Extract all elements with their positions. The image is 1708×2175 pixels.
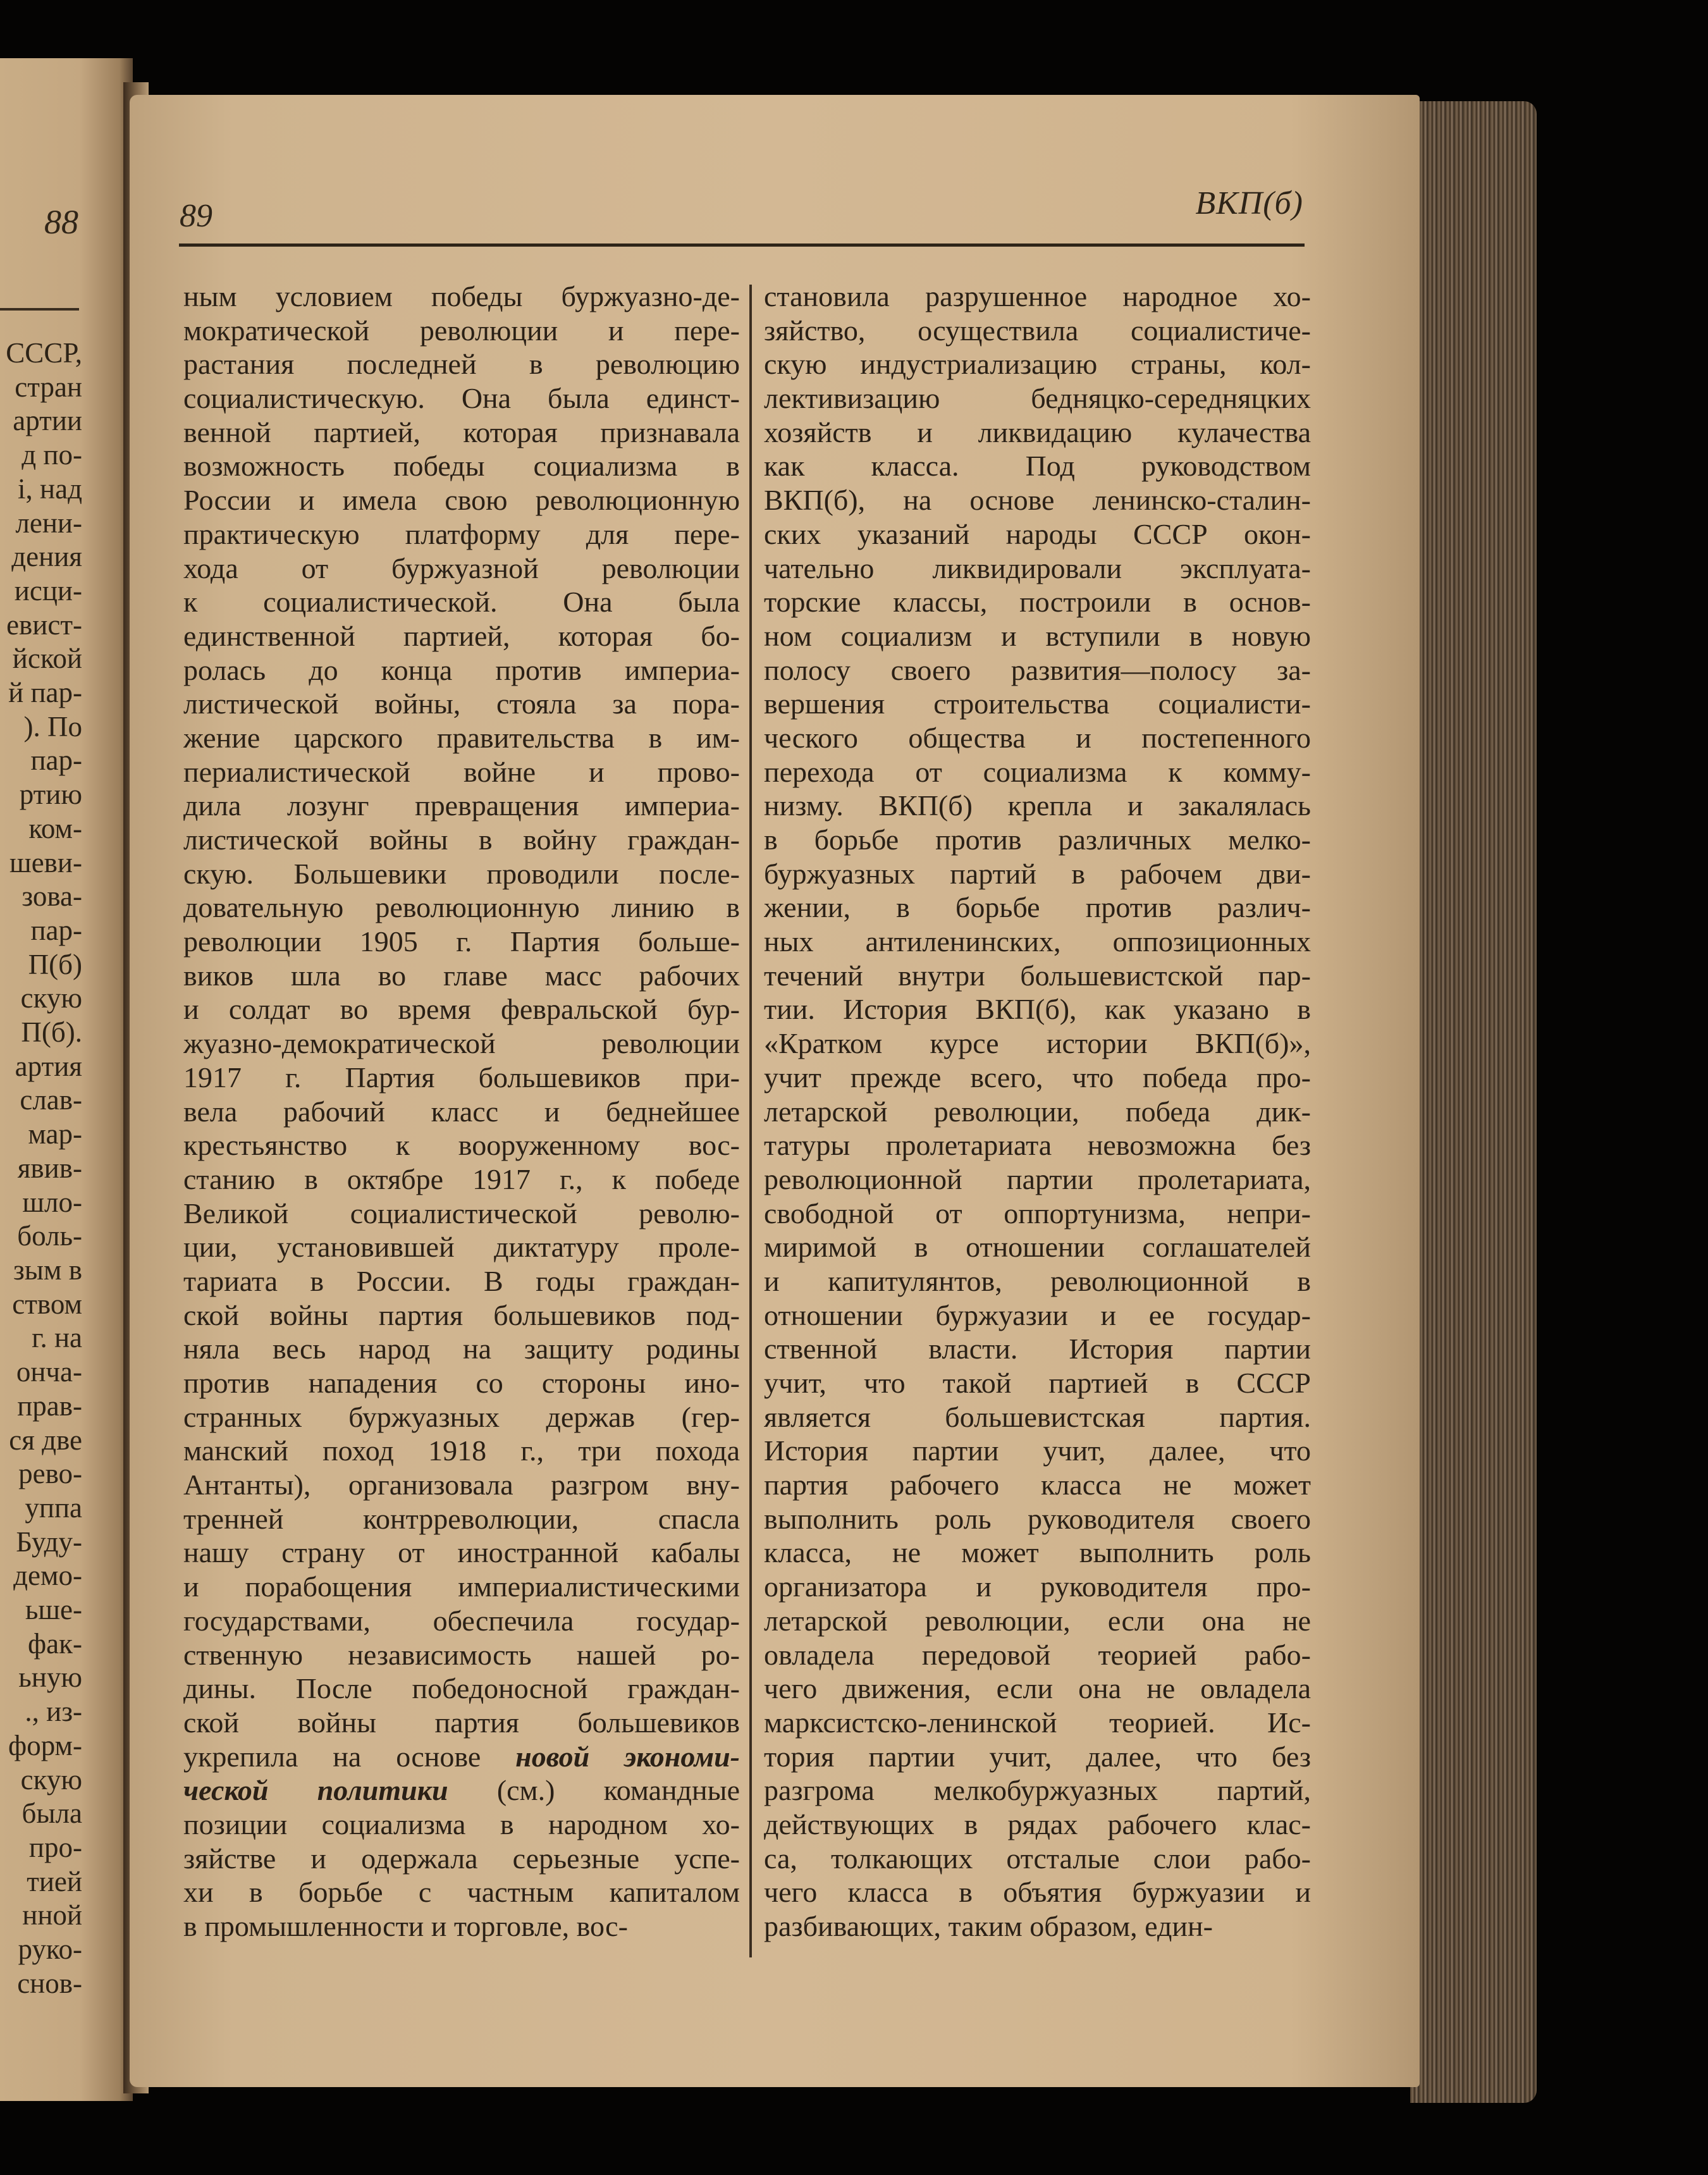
text-line: странных буржуазных держав (гер- [183,1400,740,1433]
text-line: вела рабочий класс и беднейшее [183,1095,740,1128]
text-line: ролась до конца против империа- [183,653,740,686]
text-line: ных антиленинских, оппозиционных [764,925,1311,958]
left-fragment-line: д по- [22,439,82,471]
text-line: ской войны партия большевиков [183,1706,740,1739]
text-line: 1917 г. Партия большевиков при- [183,1061,740,1094]
text-run: укрепила на основе [183,1740,516,1773]
text-line: революции 1905 г. Партия больше- [183,925,740,958]
text-line: жении, в борьбе против различ- [764,891,1311,924]
text-line: ской войны партия большевиков под- [183,1298,740,1331]
text-line: нашу страну от иностранной кабалы [183,1536,740,1569]
text-line: учит, что такой партией в СССР [764,1367,1311,1399]
text-line: чего движения, если она не овладела [764,1672,1311,1705]
left-fragment-line: пар- [30,914,82,946]
left-fragment-line: П(б). [21,1016,82,1049]
text-line: позиции социализма в народном хо- [183,1808,740,1840]
left-fragment-line: артии [13,405,82,437]
left-fragment-line: руко- [18,1933,82,1966]
left-fragment-line: уппа [25,1491,82,1524]
text-line: разгрома мелкобуржуазных партий, [764,1774,1311,1807]
left-fragment-line: ., из- [25,1696,82,1728]
text-line: летарской революции, победа дик- [764,1095,1311,1128]
text-line: ВКП(б), на основе ленинско-сталин- [764,484,1311,517]
text-line: учит прежде всего, что победа про- [764,1061,1311,1094]
left-fragment-line: г. на [32,1322,82,1354]
text-line: дины. После победоносной граждан- [183,1672,740,1705]
left-fragment-line: стран [15,371,82,403]
text-line: единственной партией, которая бо- [183,619,740,652]
left-fragment-line: слав- [20,1084,82,1116]
left-fragment-line: зым в [13,1254,82,1286]
text-line: манский поход 1918 г., три похода [183,1434,740,1467]
left-fragment-line: явив- [17,1152,82,1184]
left-fragment-line: і, над [18,472,82,505]
left-fragment-line: снов- [17,1967,82,1999]
left-fragment-line: зова- [22,880,82,913]
left-fragment-line: мар- [28,1118,82,1150]
text-line: станию в октябре 1917 г., к победе [183,1162,740,1195]
text-column-2 [764,280,1311,1944]
left-page-number: 88 [44,203,78,241]
left-fragment-line: про- [28,1831,82,1863]
text-line: против нападения со стороны ино- [183,1367,740,1399]
text-line: практическую платформу для пере- [183,517,740,550]
text-line: венной партией, которая признавала [183,416,740,448]
left-page [0,58,133,2101]
left-page-fragments [6,336,82,2000]
left-fragment-line: прав- [17,1389,82,1422]
text-line: государствами, обеспечила государ- [183,1604,740,1637]
running-title: ВКП(б) [1195,185,1303,221]
left-fragment-line: демо- [13,1560,82,1592]
text-line: ном социализм и вступили в новую [764,619,1311,652]
left-fragment-line: шеви- [9,846,82,878]
left-fragment-line: ртию [19,779,82,811]
italic-term: ческой политики [183,1774,448,1807]
text-line: ческого общества и постепенного [764,721,1311,754]
text-line: скую индустриализацию страны, кол- [764,348,1311,381]
text-line: действующих в рядах рабочего клас- [764,1808,1311,1840]
text-line: и порабощения империалистическими [183,1570,740,1603]
text-line: зяйство, осуществила социалистиче- [764,314,1311,347]
text-column-1 [183,280,740,1944]
left-fragment-line: нной [22,1899,82,1932]
text-line: отношении буржуазии и ее государ- [764,1298,1311,1331]
text-line: в промышленности и торговле, вос- [183,1910,628,1942]
text-line: чательно ликвидировали эксплуата- [764,551,1311,584]
text-line: лективизацию бедняцко-середняцких [764,382,1311,415]
text-line: партия рабочего класса не может [764,1469,1311,1501]
left-fragment-line: ством [12,1288,82,1320]
text-line: является большевистская партия. [764,1400,1311,1433]
text-line: периалистической войне и прово- [183,755,740,788]
text-line [183,1773,740,1808]
text-line: течений внутри большевистской пар- [764,959,1311,992]
text-line: как класса. Под руководством [764,450,1311,483]
text-line: хи в борьбе с частным капиталом [183,1876,740,1909]
text-line: России и имела свою революционную [183,484,740,517]
text-line: в борьбе против различных мелко- [764,823,1311,856]
text-line: летарской революции, если она не [764,1604,1311,1637]
text-line: листической войны, стояла за пора- [183,687,740,720]
text-line: свободной от оппортунизма, непри- [764,1197,1311,1229]
column-divider [749,285,752,1957]
text-line: Антанты), организовала разгром вну- [183,1469,740,1501]
text-line: крестьянство к вооруженному вос- [183,1129,740,1162]
text-line: жение царского правительства в им- [183,721,740,754]
left-fragment-line: артия [15,1050,82,1082]
left-fragment-line: была [22,1797,82,1830]
text-line: растания последней в революцию [183,348,740,381]
text-line: довательную революционную линию в [183,891,740,924]
text-line: социалистическую. Она была единст- [183,382,740,415]
left-fragment-line: скую [20,982,82,1014]
left-fragment-line: й пар- [8,677,82,709]
text-line: организатора и руководителя про- [764,1570,1311,1603]
text-line: революционной партии пролетариата, [764,1162,1311,1195]
text-line: дила лозунг превращения империа- [183,789,740,822]
text-line: ным условием победы буржуазно-де- [183,280,740,312]
text-line: виков шла во главе масс рабочих [183,959,740,992]
text-line: к социалистической. Она была [183,586,740,619]
left-fragment-line: СССР, [6,337,82,369]
text-line: татуры пролетариата невозможна без [764,1129,1311,1162]
text-line: тариата в России. В годы граждан- [183,1264,740,1297]
text-line: жуазно-демократической революции [183,1027,740,1060]
text-line: ских указаний народы СССР окон- [764,517,1311,550]
header-rule [179,243,1305,247]
text-line: выполнить роль руководителя своего [764,1502,1311,1535]
italic-term: новой экономи- [515,1740,740,1773]
text-line: буржуазных партий в рабочем дви- [764,857,1311,890]
text-line: мократической революции и пере- [183,314,740,347]
left-fragment-line: фак- [28,1627,82,1660]
left-fragment-line: дения [11,541,82,573]
left-fragment-line: форм- [8,1729,82,1761]
left-fragment-line: исци- [14,574,82,607]
page-number: 89 [180,198,212,234]
text-line: перехода от социализма к комму- [764,755,1311,788]
left-fragment-line: йской [12,643,82,675]
left-fragment-line: скую [20,1763,82,1796]
text-line: листической войны в войну граждан- [183,823,740,856]
text-line: становила разрушенное народное хо- [764,280,1311,312]
text-line: овладела передовой теорией рабо- [764,1638,1311,1671]
text-line [183,1740,740,1774]
text-line: миримой в отношении соглашателей [764,1231,1311,1264]
left-fragment-line: лени- [15,507,82,539]
left-fragment-line: ). По [23,710,82,742]
left-header-rule [0,308,79,311]
text-line: и капитулянтов, революционной в [764,1264,1311,1297]
text-line: торские классы, построили в основ- [764,586,1311,619]
text-line: хода от буржуазной революции [183,551,740,584]
text-line: марксистско-ленинской теорией. Ис- [764,1706,1311,1739]
text-line: класса, не может выполнить роль [764,1536,1311,1569]
text-line: полосу своего развития—полосу за- [764,653,1311,686]
text-line: ственную независимость нашей ро- [183,1638,740,1671]
text-line: няла весь народ на защиту родины [183,1333,740,1365]
text-line: возможность победы социализма в [183,450,740,483]
left-fragment-line: ся две [9,1424,82,1456]
left-fragment-line: П(б) [28,948,82,980]
text-line: зяйстве и одержала серьезные успе- [183,1842,740,1875]
text-line: са, толкающих отсталые слои рабо- [764,1842,1311,1875]
text-line: чего класса в объятия буржуазии и [764,1876,1311,1909]
text-line: История партии учит, далее, что [764,1434,1311,1467]
text-line: разбивающих, таким образом, един- [764,1910,1213,1942]
left-fragment-line: Буду- [16,1525,82,1558]
text-line: ственной власти. История партии [764,1333,1311,1365]
left-fragment-line: пар- [30,744,82,777]
text-line: вершения строительства социалисти- [764,687,1311,720]
left-fragment-line: евист- [6,608,82,641]
left-fragment-line: тией [27,1865,82,1897]
text-line: тренней контрреволюции, спасла [183,1502,740,1535]
left-fragment-line: ком- [28,812,82,844]
left-fragment-line: ьную [18,1661,82,1694]
left-fragment-line: онча- [16,1356,82,1388]
left-fragment-line: боль- [17,1220,82,1252]
text-line: Великой социалистической револю- [183,1197,740,1229]
text-line: и солдат во время февральской бур- [183,993,740,1026]
text-line: «Кратком курсе истории ВКП(б)», [764,1027,1311,1060]
left-fragment-line: ьше- [25,1594,82,1626]
text-line: ции, установившей диктатуру проле- [183,1231,740,1264]
left-fragment-line: рево- [18,1458,82,1490]
text-line: тии. История ВКП(б), как указано в [764,993,1311,1026]
page-edges [1410,101,1537,2103]
text-line: тория партии учит, далее, что без [764,1740,1311,1773]
text-run: (см.) командные [448,1774,740,1807]
text-line: хозяйств и ликвидацию кулачества [764,416,1311,448]
left-fragment-line: шло- [22,1186,82,1218]
text-line: скую. Большевики проводили после- [183,857,740,890]
text-line: низму. ВКП(б) крепла и закалялась [764,789,1311,822]
